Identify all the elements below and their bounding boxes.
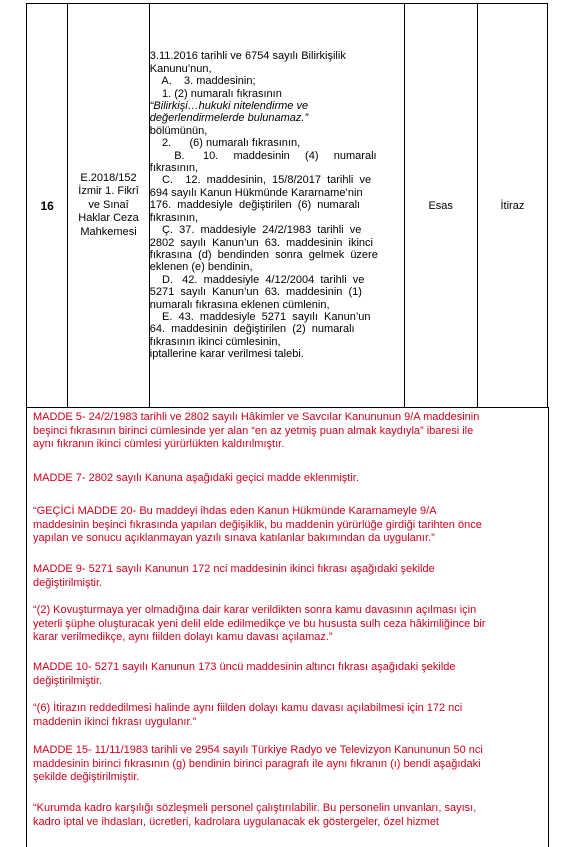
paragraph-line: “GEÇİCİ MADDE 20- Bu maddeyi ihdas eden Kanun Hükmünde Kararnameyle 9/A — [33, 505, 437, 517]
paragraph-line: MADDE 15- 11/11/1983 tarihli ve 2954 sayılı Türkiye Radyo ve Televizyon Kanununun 50 nci — [33, 744, 483, 756]
paragraph-line: “(6) İtirazın reddedilmesi halinde aynı fiilden dolayı kamu davası açılabilmesi için 172 nci — [33, 702, 463, 714]
content-line: 3.11.2016 tarihli ve 6754 sayılı Bilirkişilik — [149, 50, 346, 63]
content-line: 64. maddesinin değiştirilen (2) numaralı — [149, 323, 355, 336]
paragraph — [33, 802, 543, 829]
paragraph-line: “(2) Kovuşturmaya yer olmadığına dair karar verildikten sonra kamu davasının açılması için — [33, 604, 477, 616]
paragraph-line: yeterli şüphe oluşturacak yeni delil elde edilmedikçe ve bu hususta sulh ceza hâkimliğince bir — [33, 617, 486, 630]
content-line: 694 sayılı Kanun Hükmünde Kararname’nin — [149, 186, 363, 199]
court-cell — [68, 4, 150, 408]
paragraph — [33, 563, 543, 590]
row-number: 16 — [40, 198, 54, 213]
content-line: değerlendirmelerde bulunamaz.” — [149, 112, 309, 125]
kind-cell — [477, 4, 547, 408]
content-line: fıkrasının, — [149, 211, 199, 224]
table-row — [27, 4, 548, 408]
court-line: Haklar Ceza — [78, 212, 139, 225]
row-number-cell — [27, 4, 68, 408]
paragraph — [33, 505, 543, 546]
paragraph — [33, 661, 543, 688]
paragraph-line: şekilde değiştirilmiştir. — [33, 771, 140, 783]
paragraph-line: yapılan ve sonucu açıklanmayan yazılı sınava katılanlar bakımından da uygulanır.” — [33, 532, 435, 544]
content-line: Ç. 37. maddesiyle 24/2/1983 tarihli ve — [149, 224, 362, 237]
content-line: 176. maddesiyle değiştirilen (6) numaralı — [149, 199, 361, 212]
content-line: 2. (6) numaralı fıkrasının, — [149, 137, 301, 150]
content-line: 5271 sayılı Kanun’un 63. maddesinin (1) — [149, 286, 362, 299]
content-line: D. 42. maddesiyle 4/12/2004 tarihli ve — [149, 273, 365, 286]
paragraph-line: aynı fıkranın ikinci cümlesi yürürlükten kaldırılmıştır. — [33, 438, 285, 450]
paragraph-line: maddesinin beşinci fıkrasında yapılan değişiklik, bu maddenin yürürlüğe girdiği tarihten önce — [33, 518, 482, 531]
content-line: eklenen (e) bendinin, — [149, 261, 253, 274]
paragraph-line: beşinci fıkrasının birinci cümlesinde yer alan “en az yetmiş puan almak kaydıyla” ibaresi ile — [33, 424, 474, 437]
amendment-text-box — [26, 407, 549, 847]
court-line: İzmir 1. Fikrî — [78, 185, 139, 198]
paragraph-line: MADDE 9- 5271 sayılı Kanunun 172 nci maddesinin ikinci fıkrası aşağıdaki şekilde — [33, 563, 435, 575]
court-line: E.2018/152 — [80, 171, 137, 184]
paragraph-line: karar verilmedikçe, aynı fiilden dolayı kamu davası açılamaz.” — [33, 631, 333, 643]
paragraph-line: maddenin ikinci fıkrası uygulanır.” — [33, 715, 197, 728]
paragraph-line: değiştirilmiştir. — [33, 674, 103, 687]
content-line: C. 12. maddesinin, 15/8/2017 tarihli ve — [149, 174, 372, 187]
content-line: bölümünün, — [149, 124, 208, 137]
content-line: Kanunu’nun, — [149, 62, 212, 75]
case-table — [26, 3, 548, 408]
content-line: B. 10. maddesinin (4) numaralı — [149, 149, 377, 162]
type-cell — [404, 4, 477, 408]
paragraph-line: “Kurumda kadro karşılığı sözleşmeli personel çalıştırılabilir. Bu personelin unvanları, sayısı, — [33, 802, 477, 814]
paragraph — [33, 702, 543, 729]
content-cell — [149, 4, 404, 408]
court-line: Mahkemesi — [80, 225, 137, 238]
content-line: A. 3. maddesinin; — [149, 75, 256, 88]
paragraph-line: değiştirilmiştir. — [33, 576, 103, 589]
paragraph — [33, 604, 543, 645]
paragraph — [33, 744, 543, 785]
content-line: 1. (2) numaralı fıkrasının — [149, 87, 282, 100]
content-line: fıkrasının ikinci cümlesinin, — [149, 335, 281, 348]
content-line: 2802 sayılı Kanun’un 63. maddesinin ikinci — [149, 236, 373, 249]
content-line: numaralı fıkrasına eklenen cümlenin, — [149, 298, 330, 311]
content-line: fıkrasına (d) bendinden sonra gelmek üzere — [149, 248, 378, 261]
paragraph — [33, 472, 543, 486]
paragraph — [33, 411, 543, 452]
paragraph-line: MADDE 10- 5271 sayılı Kanunun 173 üncü maddesinin altıncı fıkrası aşağıdaki şekilde — [33, 661, 456, 673]
paragraph-line: MADDE 5- 24/2/1983 tarihli ve 2802 sayılı Hâkimler ve Savcılar Kanununun 9/A maddesinin — [33, 411, 480, 423]
paragraph-line: MADDE 7- 2802 sayılı Kanuna aşağıdaki geçici madde eklenmiştir. — [33, 472, 359, 484]
case-type: Esas — [428, 199, 453, 212]
case-kind: İtiraz — [500, 199, 525, 212]
paragraph-line: maddesinin birinci fıkrasının (g) bendinin birinci paragrafı ile aynı fıkranın (ı) bendi aşağıdaki — [33, 757, 481, 770]
content-line: “Bilirkişi…hukuki nitelendirme ve — [149, 100, 309, 113]
content-line: iptallerine karar verilmesi talebi. — [149, 348, 304, 361]
content-line: fıkrasının, — [149, 162, 199, 175]
content-line: E. 43. maddesiyle 5271 sayılı Kanun’un — [149, 310, 371, 323]
court-line: ve Sınaî — [88, 198, 129, 211]
paragraph-line: kadro iptal ve ihdasları, ücretleri, kadrolara uygulanacak ek göstergeler, özel hizmet — [33, 815, 439, 828]
